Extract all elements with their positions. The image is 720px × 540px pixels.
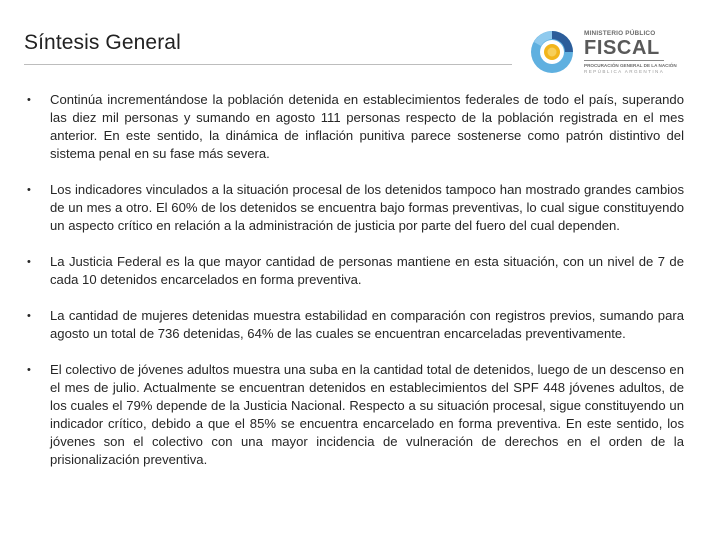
bullet-icon: • (27, 184, 31, 196)
bullet-text: El colectivo de jóvenes adultos muestra una suba en la cantidad total de detenidos, luego de un descenso en el mes de julio. Actualmente se encuentran detenidos en establecimientos del SPF 448 jóvenes adultos, de los cuales el 79% depende de la Justicia Nacional. Respecto a su situación procesal, sigue constituyendo un indicador crítico, debido a que el 85% se encuentra encarcelado en forma preventiva. En este sentido, los jóvenes son el colectivo con una mayor incidencia de vulneración de derechos en el orden de la prisionalización preventiva. (50, 362, 684, 467)
logo-fiscal-text: FISCAL (584, 37, 660, 59)
bullet-text: Los indicadores vinculados a la situación procesal de los detenidos tampoco han mostrado grandes cambios de un mes a otro. El 60% de los detenidos se encuentra bajo formas preventivas, lo cual sigue constituyendo un aspecto crítico en relación a la administración de justicia por parte del fuero del cual dependen. (50, 182, 684, 233)
bullet-list (24, 91, 684, 469)
bullet-icon: • (27, 256, 31, 268)
logo-procuracion-text: PROCURACIÓN GENERAL DE LA NACIÓN (584, 63, 677, 68)
logo-divider (584, 60, 664, 61)
bullet-text: Continúa incrementándose la población detenida en establecimientos federales de todo el país, superando las diez mil personas y sumando en agosto 111 personas respecto de la población registrada en el mes anterior. En este sentido, la dinámica de inflación punitiva parece sostenerse como patrón distintivo del sistema penal en su fase más severa. (50, 92, 684, 161)
page-title: Síntesis General (24, 31, 181, 54)
bullet-icon: • (27, 310, 31, 322)
list-item (24, 181, 684, 235)
list-item (24, 253, 684, 289)
bullet-text: La cantidad de mujeres detenidas muestra estabilidad en comparación con registros previos, sumando para agosto un total de 736 detenidas, 64% de las cuales se encuentran encarceladas preventivamente. (50, 308, 684, 341)
sun-emblem-icon (530, 28, 578, 76)
logo-ministerio-text: MINISTERIO PÚBLICO (584, 30, 656, 37)
list-item (24, 91, 684, 163)
list-item (24, 361, 684, 469)
title-divider (24, 64, 512, 65)
bullet-icon: • (27, 364, 31, 376)
bullet-text: La Justicia Federal es la que mayor cantidad de personas mantiene en esta situación, con un nivel de 7 de cada 10 detenidos encarcelados en forma preventiva. (50, 254, 684, 287)
fiscal-logo (530, 28, 677, 76)
list-item (24, 307, 684, 343)
logo-republica-text: REPÚBLICA ARGENTINA (584, 69, 665, 74)
bullet-icon: • (27, 94, 31, 106)
